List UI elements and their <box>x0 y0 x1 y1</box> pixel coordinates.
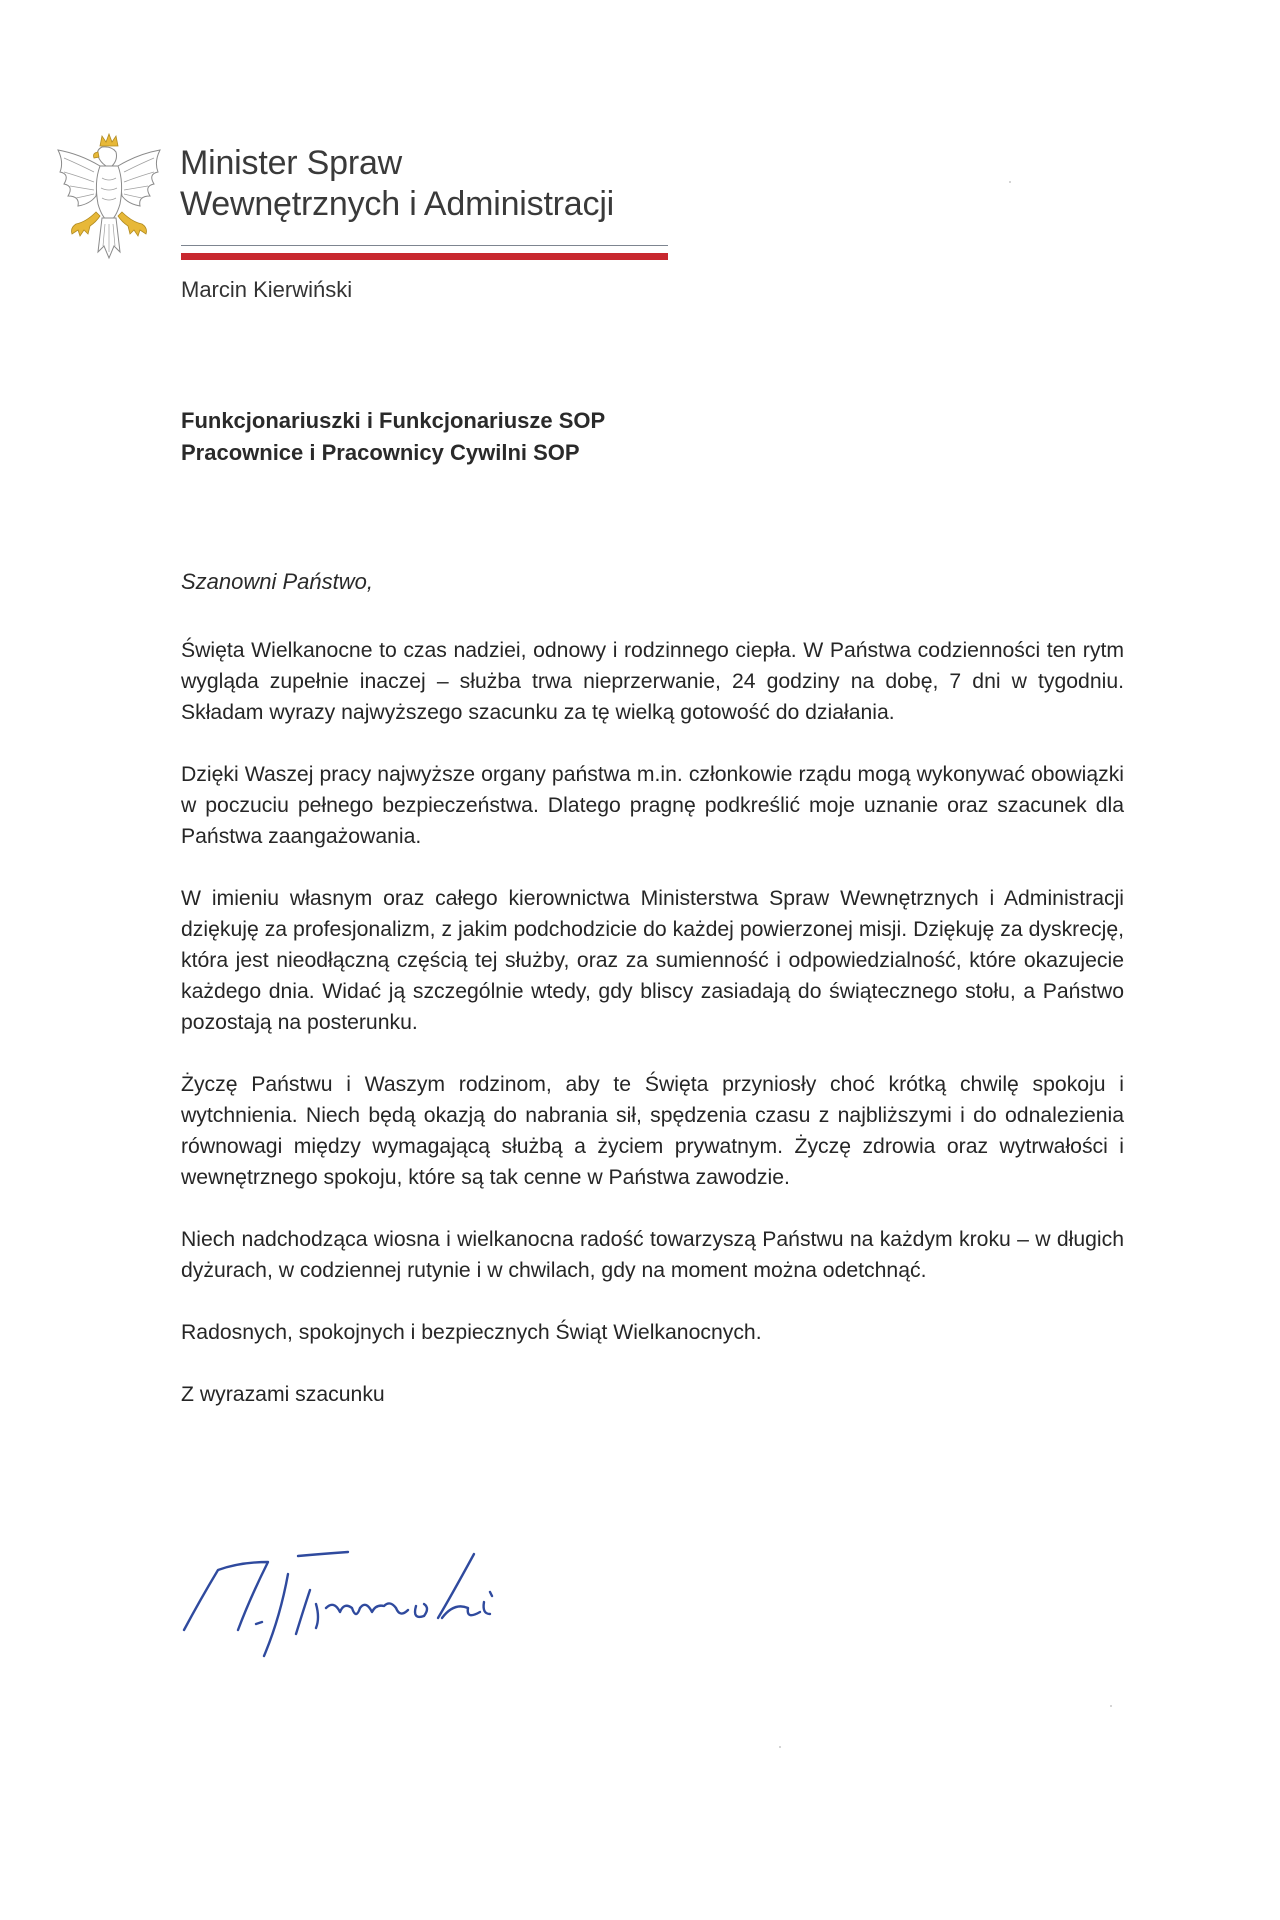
body-paragraph: Życzę Państwu i Waszym rodzinom, aby te Święta przyniosły choć krótką chwilę spokoju i wytchnienia. Niech będą okazją do nabrania sił, spędzenia czasu z najbliższymi i do odnalezienia równowagi między wymagającą służbą a życiem prywatnym. Życzę zdrowia oraz wytrwałości i wewnętrznego spokoju, które są tak cenne w Państwa zawodzie. <box>181 1073 1124 1189</box>
scan-speck <box>1009 181 1011 183</box>
letterhead-title-line1: Minister Spraw <box>180 144 403 182</box>
letterhead-title-line2: Wewnętrznych i Administracji <box>180 185 615 223</box>
author-name: Marcin Kierwiński <box>181 277 353 302</box>
letter-body <box>181 635 1124 1441</box>
body-paragraph: Niech nadchodząca wiosna i wielkanocna radość towarzyszą Państwu na każdym kroku – w długich dyżurach, w codziennej rutynie i w chwilach, gdy na moment można odetchnąć. <box>181 1228 1124 1282</box>
closing-phrase: Z wyrazami szacunku <box>181 1383 385 1406</box>
scan-speck <box>779 1746 781 1748</box>
letterhead-divider-red <box>181 253 668 260</box>
salutation: Szanowni Państwo, <box>181 569 373 594</box>
body-paragraph: Radosnych, spokojnych i bezpiecznych Świąt Wielkanocnych. <box>181 1321 762 1344</box>
recipient-line: Funkcjonariuszki i Funkcjonariusze SOP <box>181 408 606 433</box>
body-paragraph: W imieniu własnym oraz całego kierownictwa Ministerstwa Spraw Wewnętrznych i Administracji dziękuję za profesjonalizm, z jakim podchodzicie do każdej powierzonej misji. Dziękuję za dyskrecję, która jest nieodłączną częścią tej służby, oraz za sumienność i odpowiedzialność, które okazujecie każdego dnia. Widać ją szczególnie wtedy, gdy bliscy zasiadają do świątecznego stołu, a Państwo pozostają na posterunku. <box>181 887 1124 1034</box>
recipient-line: Pracownice i Pracownicy Cywilni SOP <box>181 440 580 465</box>
handwritten-signature-icon <box>180 1548 520 1660</box>
scan-speck <box>1110 1705 1112 1707</box>
polish-eagle-emblem-icon <box>50 132 168 260</box>
body-paragraph: Święta Wielkanocne to czas nadziei, odnowy i rodzinnego ciepła. W Państwa codzienności ten rytm wygląda zupełnie inaczej – służba trwa nieprzerwanie, 24 godziny na dobę, 7 dni w tygodniu. Składam wyrazy najwyższego szacunku za tę wielką gotowość do działania. <box>181 639 1124 724</box>
body-paragraph: Dzięki Waszej pracy najwyższe organy państwa m.in. członkowie rządu mogą wykonywać obowiązki w poczuciu pełnego bezpieczeństwa. Dlatego pragnę podkreślić moje uznanie oraz szacunek dla Państwa zaangażowania. <box>181 763 1124 848</box>
letterhead-divider-gray <box>181 245 668 246</box>
